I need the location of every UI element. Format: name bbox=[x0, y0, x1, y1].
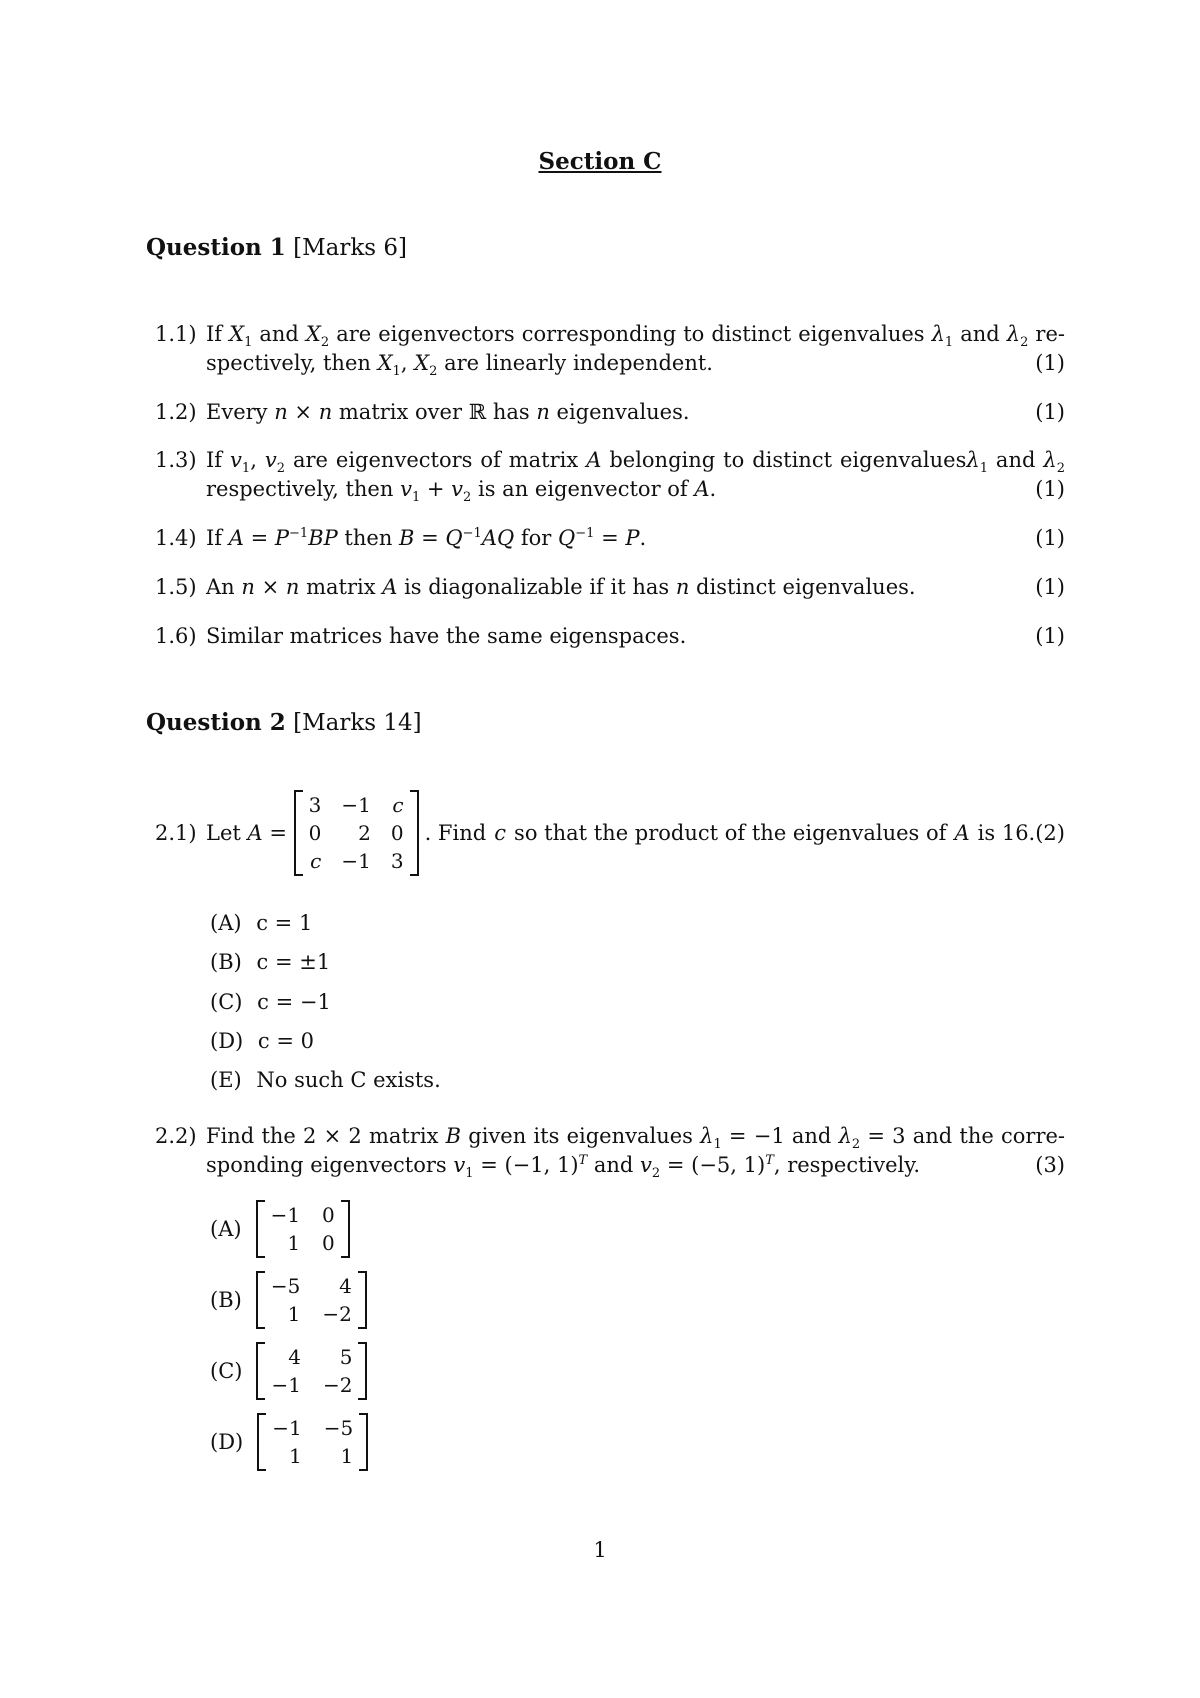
left-bracket bbox=[256, 1342, 265, 1400]
question-2-title: Question 2 bbox=[146, 709, 286, 736]
item-marks: (1) bbox=[1035, 400, 1065, 424]
question-1-4 bbox=[155, 524, 1065, 553]
option-value: c = −1 bbox=[257, 990, 331, 1014]
right-bracket bbox=[410, 790, 419, 876]
left-bracket bbox=[257, 1413, 266, 1471]
left-bracket bbox=[256, 1271, 265, 1329]
matrix-cell: 3 bbox=[308, 793, 322, 817]
matrix-cell: 1 bbox=[340, 1444, 354, 1468]
option-a[interactable] bbox=[210, 1200, 350, 1258]
matrix-cell: −1 bbox=[271, 1373, 301, 1397]
item-lead: Let bbox=[206, 820, 241, 845]
matrix-a bbox=[294, 790, 419, 876]
item-text: . Find bbox=[424, 820, 487, 845]
item-marks: (1) bbox=[1035, 477, 1065, 501]
question-1-heading bbox=[146, 234, 407, 261]
right-bracket bbox=[358, 1271, 367, 1329]
item-number: 2.2) bbox=[155, 1124, 197, 1148]
option-label: (A) bbox=[210, 911, 242, 935]
right-bracket bbox=[358, 1342, 367, 1400]
item-number: 2.1) bbox=[155, 820, 197, 845]
option-value: c = ±1 bbox=[256, 950, 331, 974]
matrix-cell: 1 bbox=[287, 1302, 301, 1326]
matrix-cell: c bbox=[392, 793, 404, 817]
option-label: (E) bbox=[210, 1068, 242, 1092]
matrix-cell: 3 bbox=[390, 849, 404, 873]
option-label: (A) bbox=[210, 1217, 242, 1241]
option-matrix bbox=[256, 1271, 367, 1329]
item-text: is 16.(2) bbox=[977, 820, 1065, 845]
question-1-1 bbox=[155, 320, 1065, 378]
matrix-cell: 2 bbox=[358, 821, 371, 845]
left-bracket bbox=[294, 790, 303, 876]
right-bracket bbox=[341, 1200, 350, 1258]
option-d[interactable] bbox=[210, 1413, 368, 1471]
option-matrix bbox=[256, 1200, 350, 1258]
matrix-cell: 0 bbox=[308, 821, 322, 845]
matrix-cell: c bbox=[310, 849, 322, 873]
matrix-cell: −5 bbox=[323, 1416, 354, 1440]
option-c[interactable] bbox=[210, 1342, 367, 1400]
option-d[interactable] bbox=[210, 1027, 314, 1056]
matrix-cell: 5 bbox=[339, 1345, 353, 1369]
left-bracket bbox=[256, 1200, 265, 1258]
question-1-5 bbox=[155, 573, 1065, 602]
item-text-line: Find the 2 × 2 matrix B given its eigenvalues $\lambda_1 = -1$ and $\lambda_2 = 3$ and the corre- bbox=[206, 1124, 1066, 1153]
matrix-cell: 1 bbox=[287, 1231, 301, 1255]
question-2-heading bbox=[146, 709, 422, 736]
option-value: c = 1 bbox=[256, 911, 313, 935]
matrix-cell: −1 bbox=[270, 1203, 301, 1227]
matrix-cell: −2 bbox=[322, 1302, 352, 1326]
item-number: 1.5) bbox=[155, 575, 197, 599]
matrix-cell: 4 bbox=[288, 1345, 301, 1369]
item-text-line: sponding eigenvectors $v_1 = (-1$, 1)$^T$ and $v_2 = (-5$, 1)$^T$, respectively. (3) bbox=[206, 1153, 1065, 1182]
question-1-marks: [Marks 6] bbox=[293, 235, 407, 261]
item-text-line: If $X_1$ and $X_2$ are eigenvectors corresponding to distinct eigenvalues $\lambda_1$ and $\lambda_2$ re- bbox=[206, 322, 1065, 351]
option-label: (B) bbox=[210, 1288, 242, 1312]
matrix-cell: −5 bbox=[270, 1274, 301, 1298]
item-text-line: Every n × n matrix over ℝ has n eigenvalues. (1) bbox=[206, 398, 1065, 427]
option-b[interactable] bbox=[210, 1271, 367, 1329]
item-text-line: An n × n matrix A is diagonalizable if it has n distinct eigenvalues. (1) bbox=[206, 573, 1065, 602]
question-2-marks: [Marks 14] bbox=[293, 710, 422, 736]
item-text-line: If $A = P^{-1}BP$ then $B = Q^{-1}AQ$ for $Q^{-1} = P$. (1) bbox=[206, 524, 1065, 553]
item-text-line bbox=[206, 622, 1065, 651]
question-1-title: Question 1 bbox=[146, 234, 286, 261]
right-bracket bbox=[359, 1413, 368, 1471]
matrix-cell: −1 bbox=[341, 793, 371, 817]
item-marks: (1) bbox=[1035, 351, 1065, 375]
item-text-line: spectively, then $X_1$, $X_2$ are linearly independent. (1) bbox=[206, 351, 1065, 380]
question-2-1: 2.1) Let A = 3 −1 c 0 2 0 c −1 3 . Find c so that the product of the eigenvalues of A is 16.(2) bbox=[155, 790, 1065, 876]
option-matrix bbox=[256, 1342, 367, 1400]
item-text-line: If $v_1$, $v_2$ are eigenvectors of matrix A belonging to distinct eigenvaluesλ$_1$ and $\lambda_2$ bbox=[206, 448, 1065, 477]
item-number: 1.1) bbox=[155, 322, 197, 346]
matrix-cell: 4 bbox=[339, 1274, 352, 1298]
item-text-line: respectively, then $v_1 + v_2$ is an eigenvector of A. (1) bbox=[206, 477, 1065, 506]
matrix-cell: −1 bbox=[272, 1416, 302, 1440]
item-marks: (1) bbox=[1035, 575, 1065, 599]
option-label: (C) bbox=[210, 990, 243, 1014]
option-value: c = 0 bbox=[257, 1029, 314, 1053]
matrix-a-grid bbox=[303, 790, 410, 876]
item-number: 1.6) bbox=[155, 624, 197, 648]
matrix-cell: −1 bbox=[341, 849, 371, 873]
option-c[interactable] bbox=[210, 988, 331, 1017]
option-label: (C) bbox=[210, 1359, 243, 1383]
matrix-cell: 0 bbox=[322, 1203, 335, 1227]
matrix-cell: 0 bbox=[322, 1231, 335, 1255]
item-number: 1.3) bbox=[155, 448, 197, 472]
option-e[interactable] bbox=[210, 1066, 441, 1095]
item-marks: (3) bbox=[1035, 1153, 1065, 1177]
option-label: (D) bbox=[210, 1430, 244, 1454]
question-1-3 bbox=[155, 446, 1065, 504]
matrix-cell: 0 bbox=[390, 821, 404, 845]
item-marks: (1) bbox=[1035, 526, 1065, 550]
option-b[interactable] bbox=[210, 948, 330, 977]
option-value: No such C exists. bbox=[256, 1068, 441, 1092]
matrix-cell: 1 bbox=[288, 1444, 302, 1468]
section-title: Section C bbox=[538, 148, 662, 175]
option-matrix bbox=[257, 1413, 368, 1471]
matrix-cell: −2 bbox=[322, 1373, 353, 1397]
question-1-6 bbox=[155, 622, 1065, 651]
page-number: 1 bbox=[593, 1538, 607, 1562]
option-a[interactable] bbox=[210, 909, 312, 938]
question-1-2 bbox=[155, 398, 1065, 427]
option-label: (D) bbox=[210, 1029, 244, 1053]
item-text-line: . Find c so that the product of the eigenvalues of A is 16.(2) bbox=[425, 819, 1065, 848]
item-text: so that the product of the eigenvalues of bbox=[514, 820, 947, 845]
question-2-2 bbox=[155, 1122, 1065, 1180]
item-number: 1.2) bbox=[155, 400, 197, 424]
item-number: 1.4) bbox=[155, 526, 197, 550]
item-text: Similar matrices have the same eigenspaces. bbox=[206, 624, 687, 648]
option-label: (B) bbox=[210, 950, 242, 974]
item-marks: (1) bbox=[1035, 624, 1065, 648]
